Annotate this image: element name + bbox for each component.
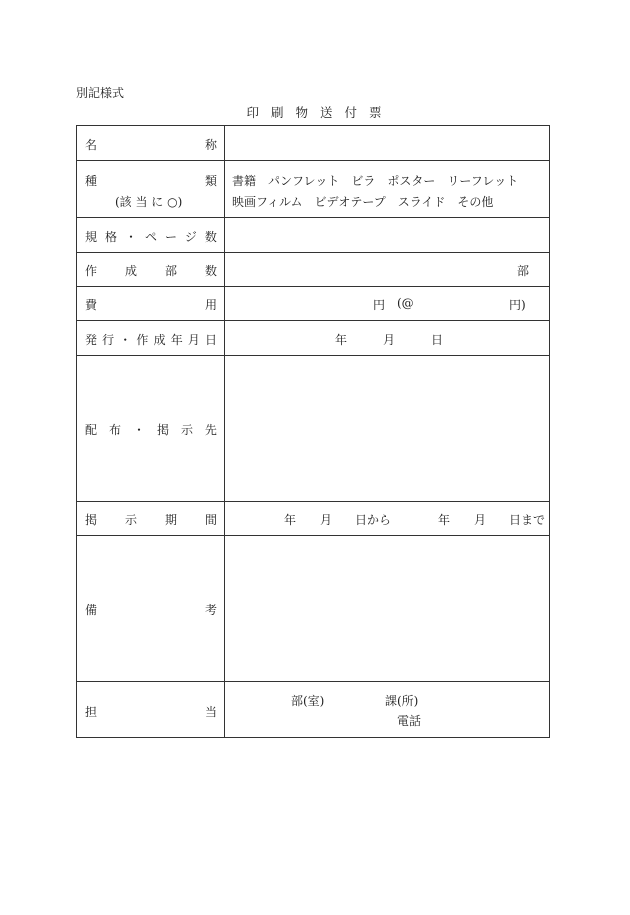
label-char: 部	[164, 264, 177, 278]
label-char: 先	[204, 423, 217, 437]
label-char: 数	[204, 230, 217, 244]
copies-unit: 部	[517, 264, 530, 278]
row-divider	[77, 501, 549, 502]
issue-year: 年	[335, 333, 348, 347]
label-char: 種	[85, 174, 98, 188]
distribution-value-field[interactable]	[227, 358, 547, 498]
label-char: 名	[85, 138, 98, 152]
label-char: 行	[102, 333, 115, 347]
kind-sublabel: (該 当 に ○)	[115, 195, 183, 209]
form-title: 印刷物送付票	[246, 105, 394, 120]
kind-options-line1[interactable]: 書籍 パンフレット ビラ ポスター リーフレット	[232, 174, 519, 188]
label-char: 費	[85, 298, 98, 312]
label-char: 考	[204, 603, 217, 617]
row-divider	[77, 286, 549, 287]
contact-dept: 部(室)	[291, 694, 325, 708]
form-label: 別記様式	[76, 86, 125, 100]
label-char: 示	[180, 423, 193, 437]
contact-section: 課(所)	[385, 694, 419, 708]
label-char: 掲	[85, 513, 98, 527]
period-end-day: 日まで	[509, 513, 546, 527]
label-char: 当	[204, 705, 217, 719]
row-divider	[77, 160, 549, 161]
remarks-value-field[interactable]	[227, 538, 547, 678]
name-label	[85, 136, 217, 153]
row-divider	[77, 252, 549, 253]
row-divider	[77, 535, 549, 536]
issue-month: 月	[383, 333, 396, 347]
distribution-label	[85, 421, 217, 438]
period-label	[85, 511, 217, 528]
label-char: 布	[108, 423, 121, 437]
label-char: 用	[204, 298, 217, 312]
label-char: 掲	[156, 423, 169, 437]
copies-value-field[interactable]	[227, 255, 507, 285]
label-char: 規	[85, 230, 98, 244]
spec-label	[85, 228, 217, 245]
label-char: 期	[164, 513, 177, 527]
cost-at: (@	[397, 296, 414, 310]
label-char: 成	[153, 333, 166, 347]
period-end-month: 月	[474, 513, 487, 527]
label-char: ジ	[184, 230, 197, 244]
name-value-field[interactable]	[227, 128, 547, 158]
label-char: 成	[124, 264, 137, 278]
label-char: 間	[204, 513, 217, 527]
label-char: 類	[204, 174, 217, 188]
label-char: 担	[85, 705, 98, 719]
label-char: ・	[132, 423, 145, 437]
cost-yen: 円	[373, 298, 386, 312]
spec-value-field[interactable]	[227, 220, 547, 250]
label-char: 日	[204, 333, 217, 347]
copies-label	[85, 262, 217, 279]
label-char: 配	[85, 423, 98, 437]
label-char: 月	[187, 333, 200, 347]
cost-yen-close: 円)	[509, 298, 526, 312]
kind-label	[85, 172, 217, 189]
label-char: 格	[104, 230, 117, 244]
issue-date-label	[85, 331, 217, 348]
kind-options-line2[interactable]: 映画フィルム ビデオテープ スライド その他	[232, 195, 494, 209]
label-char: ー	[164, 230, 177, 244]
period-start-year: 年	[284, 513, 297, 527]
remarks-label	[85, 601, 217, 618]
label-char: ・	[119, 333, 132, 347]
label-char: 数	[204, 264, 217, 278]
issue-day: 日	[431, 333, 444, 347]
row-divider	[77, 681, 549, 682]
label-char: 称	[204, 138, 217, 152]
label-char: 備	[85, 603, 98, 617]
cost-label	[85, 296, 217, 313]
row-divider	[77, 355, 549, 356]
label-char: 作	[85, 264, 98, 278]
form-table	[76, 125, 550, 738]
period-start-day: 日から	[355, 513, 392, 527]
contact-label	[85, 703, 217, 720]
label-char: 示	[124, 513, 137, 527]
label-char: ペ	[144, 230, 157, 244]
period-end-year: 年	[438, 513, 451, 527]
label-char: 作	[136, 333, 149, 347]
contact-phone: 電話	[397, 714, 422, 728]
row-divider	[77, 320, 549, 321]
label-char: ・	[124, 230, 137, 244]
period-start-month: 月	[320, 513, 333, 527]
label-char: 年	[170, 333, 183, 347]
row-divider	[77, 217, 549, 218]
label-char: 発	[85, 333, 98, 347]
